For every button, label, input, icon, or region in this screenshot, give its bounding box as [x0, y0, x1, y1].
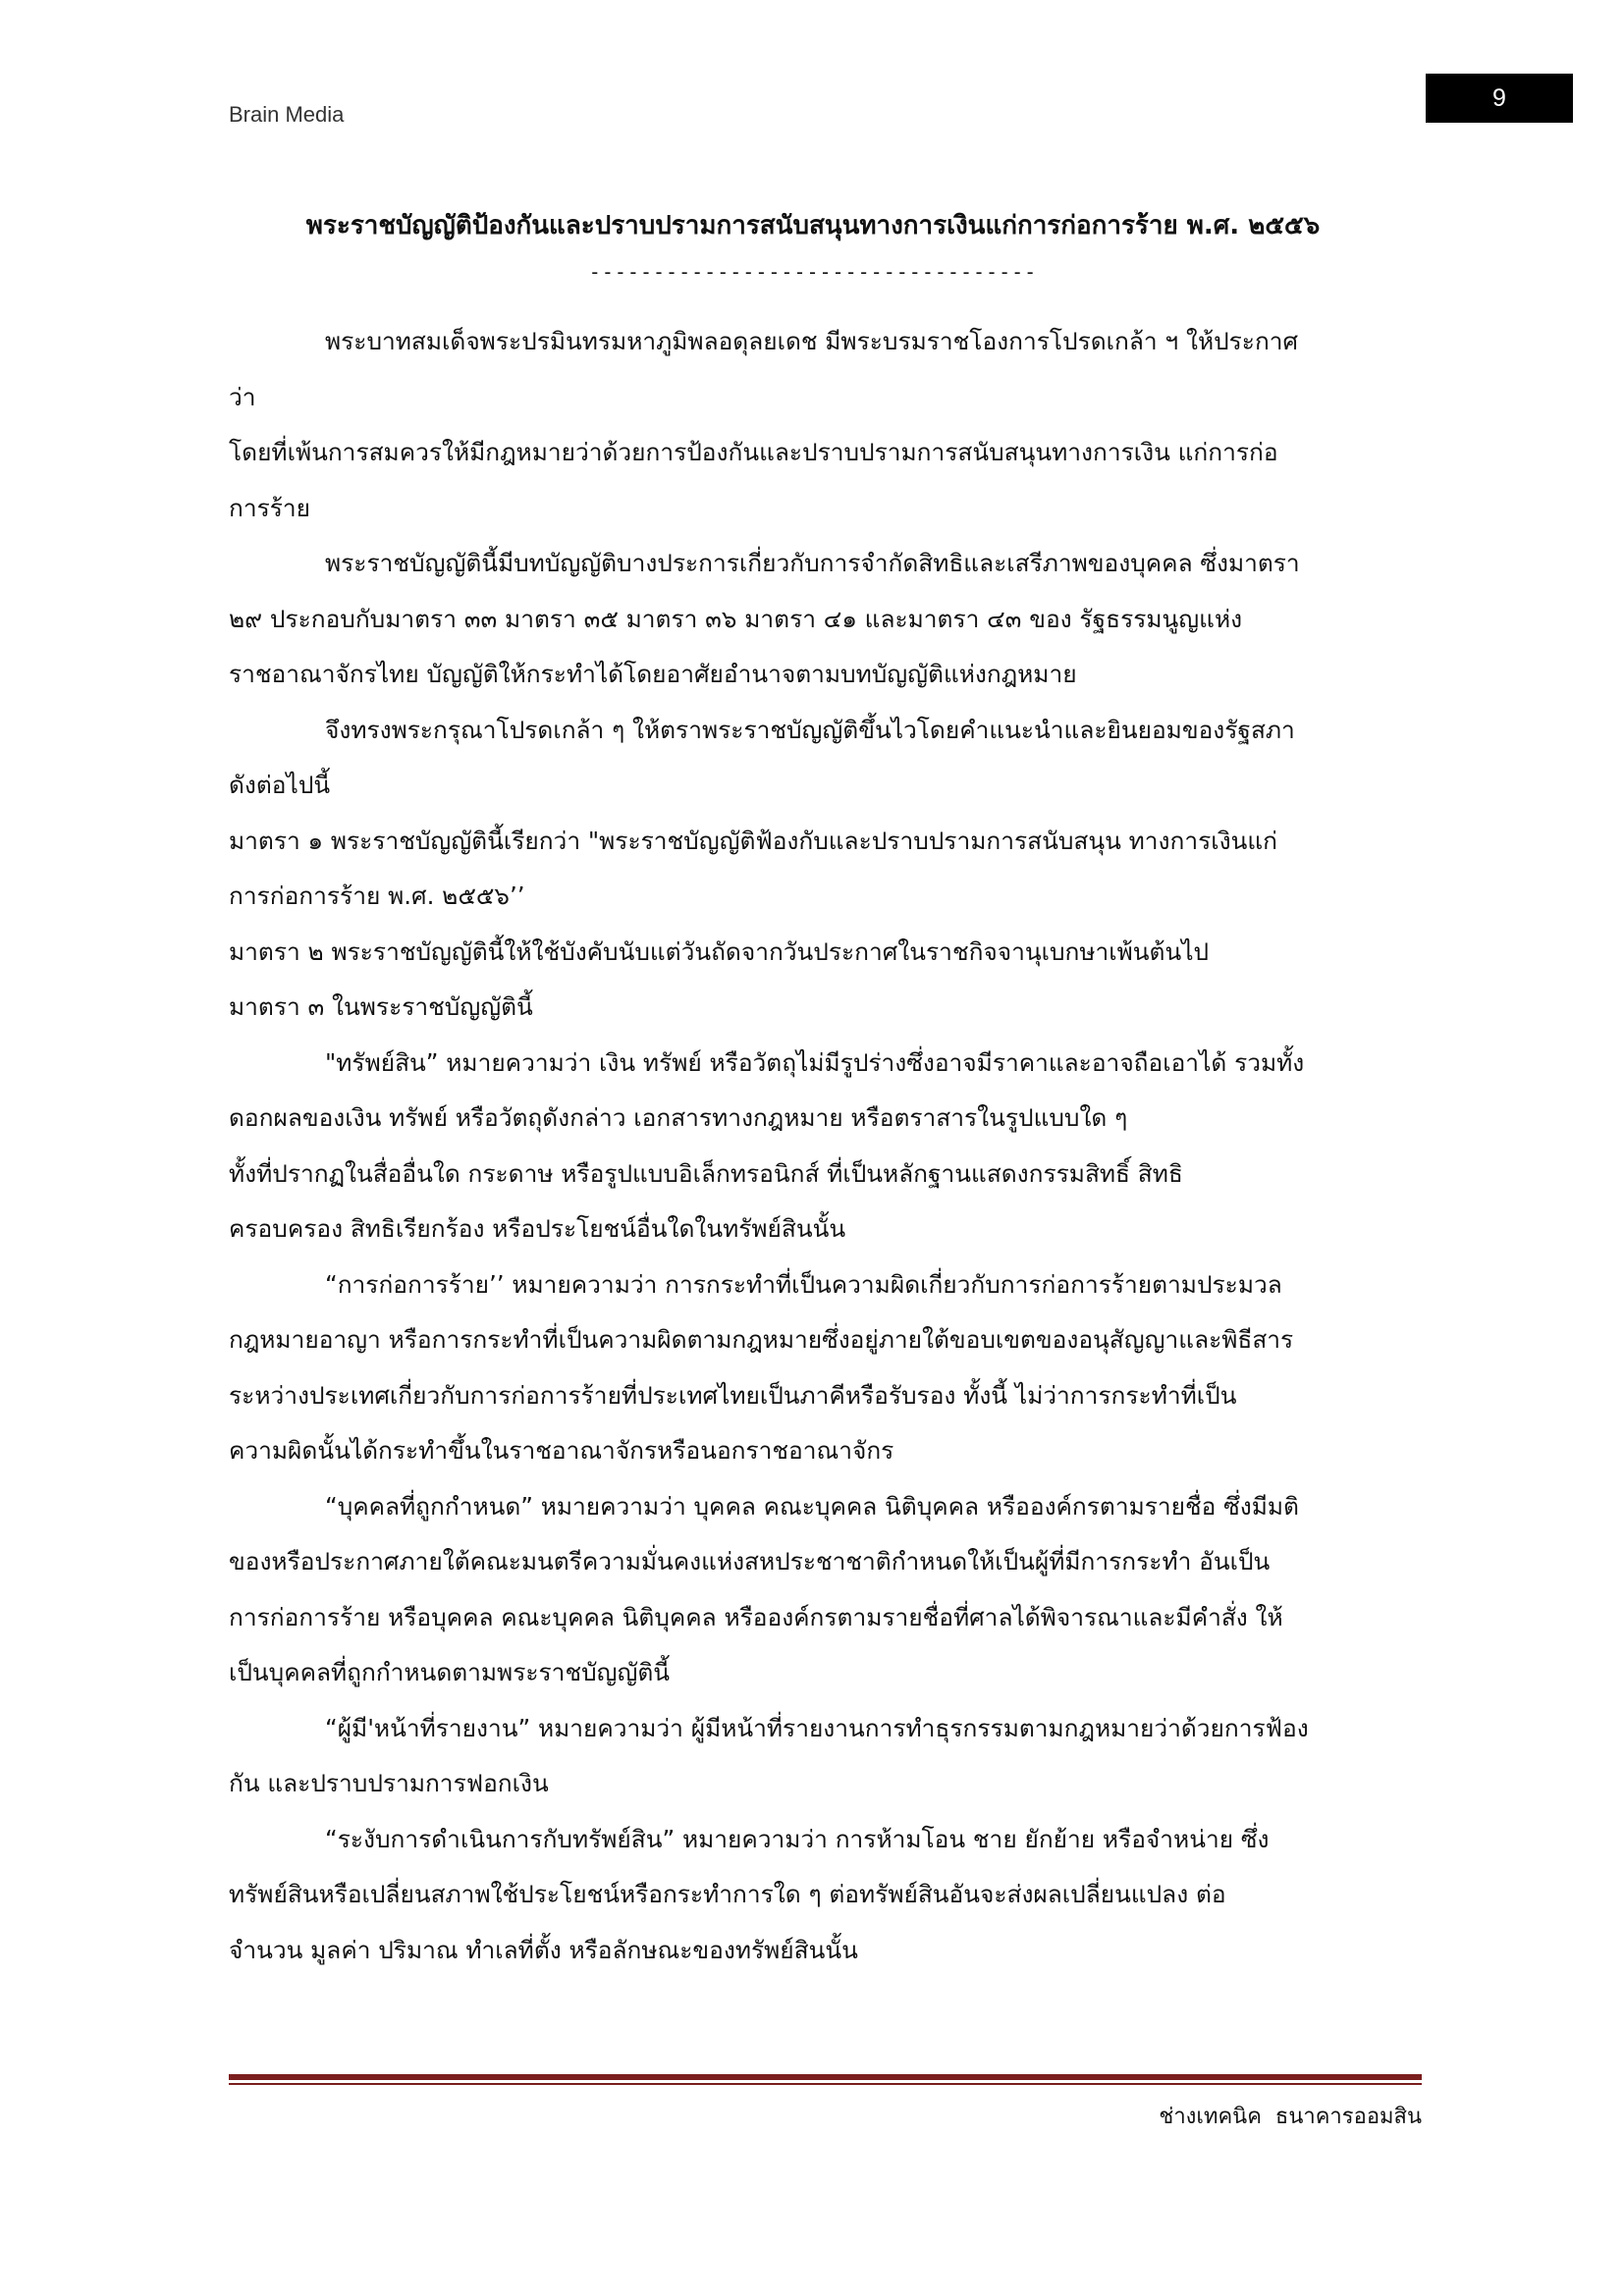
body-line: การก่อการร้าย หรือบุคคล คณะบุคคล นิติบุคคล หรือองค์กรตามรายชื่อที่ศาลได้พิจารณาและมีคำสั่ง ให้ [229, 1602, 1283, 1631]
body-line: "ทรัพย์สิน” หมายความว่า เงิน ทรัพย์ หรือวัตถุไม่มีรูปร่างซึ่งอาจมีราคาและอาจถือเอาได้ รวมทั้ง [325, 1047, 1305, 1077]
footer-text: ช่างเทคนิค ธนาคารออมสิน [1159, 2105, 1422, 2129]
body-line: มาตรา ๒ พระราชบัญญัตินี้ให้ใช้บังคับนับแต่วันถัดจากวันประกาศในราชกิจจานุเบกษาเพ้นต้นไป [229, 936, 1210, 966]
body-line: พระบาทสมเด็จพระปรมินทรมหาภูมิพลอดุลยเดช มีพระบรมราชโองการโปรดเกล้า ฯ ให้ประกาศ [325, 327, 1299, 355]
body-line: ของหรือประกาศภายใต้คณะมนตรีความมั่นคงแห่งสหประชาชาติกำหนดให้เป็นผู้ที่มีการกระทำ อันเป็น [229, 1547, 1271, 1575]
document-title: พระราชบัญญัติป้องกันและปราบปรามการสนับสนุนทางการเงินแก่การก่อการร้าย พ.ศ. ๒๕๕๖ [305, 211, 1321, 240]
body-line: ความผิดนั้นได้กระทำขึ้นในราชอาณาจักรหรือนอกราชอาณาจักร [229, 1436, 894, 1465]
body-line: มาตรา ๑ พระราชบัญญัตินี้เรียกว่า "พระราชบัญญัติฟ้องกับและปราบปรามการสนับสนุน ทางการเงินแก่ [229, 826, 1277, 855]
body-line: ระหว่างประเทศเกี่ยวกับการก่อการร้ายที่ประเทศไทยเป็นภาคีหรือรับรอง ทั้งนี้ ไม่ว่าการกระทำที่เป็น [229, 1380, 1237, 1410]
body-line: ทั้งที่ปรากฏในสื่ออื่นใด กระดาษ หรือรูปแบบอิเล็กทรอนิกส์ ที่เป็นหลักฐานแสดงกรรมสิทธิ์ สิทธิ [229, 1158, 1183, 1188]
body-line: ว่า [229, 382, 256, 411]
body-line: การก่อการร้าย พ.ศ. ๒๕๕๖’’ [229, 881, 525, 910]
body-line: “ระงับการดำเนินการกับทรัพย์สิน” หมายความว่า การห้ามโอน ชาย ยักย้าย หรือจำหน่าย ซึ่ง [325, 1824, 1270, 1853]
body-line: ทรัพย์สินหรือเปลี่ยนสภาพใช้ประโยชน์หรือกระทำการใด ๆ ต่อทรัพย์สินอันจะส่งผลเปลี่ยนแปลง ต่อ [229, 1880, 1226, 1908]
document-body [229, 314, 1417, 1978]
body-line: การร้าย [229, 493, 311, 522]
body-line: โดยที่เพ้นการสมควรให้มีกฎหมายว่าด้วยการป้องกันและปราบปรามการสนับสนุนทางการเงิน แก่การก่อ [229, 438, 1278, 466]
body-line: “การก่อการร้าย’’ หมายความว่า การกระทำที่เป็นความผิดเกี่ยวกับการก่อการร้ายตามประมวล [325, 1269, 1282, 1299]
brand-name: Brain Media [229, 102, 345, 127]
page-number: 9 [1426, 74, 1573, 123]
body-line: จำนวน มูลค่า ปริมาณ ทำเลที่ตั้ง หรือลักษณะของทรัพย์สินนั้น [229, 1935, 858, 1964]
body-line: มาตรา ๓ ในพระราชบัญญัตินี้ [229, 992, 533, 1021]
body-line: ดอกผลของเงิน ทรัพย์ หรือวัตถุดังกล่าว เอกสารทางกฎหมาย หรือตราสารในรูปแบบใด ๆ [229, 1103, 1128, 1132]
body-line: เป็นบุคคลที่ถูกกำหนดตามพระราชบัญญัตินี้ [229, 1658, 671, 1686]
body-line: ๒๙ ประกอบกับมาตรา ๓๓ มาตรา ๓๕ มาตรา ๓๖ มาตรา ๔๑ และมาตรา ๔๓ ของ รัฐธรรมนูญแห่ง [229, 604, 1243, 633]
body-line: “บุคคลที่ถูกกำหนด” หมายความว่า บุคคล คณะบุคคล นิติบุคคล หรือองค์กรตามรายชื่อ ซึ่งมีมติ [325, 1491, 1299, 1521]
body-line: พระราชบัญญัตินี้มีบทบัญญัติบางประการเกี่ยวกับการจำกัดสิทธิและเสรีภาพของบุคคล ซึ่งมาตรา [325, 549, 1300, 577]
body-line: กัน และปราบปรามการฟอกเงิน [229, 1769, 549, 1797]
body-line: จึงทรงพระกรุณาโปรดเกล้า ๆ ให้ตราพระราชบัญญัติขึ้นไวโดยคำแนะนำและยินยอมของรัฐสภา [325, 715, 1295, 744]
body-line: กฎหมายอาญา หรือการกระทำที่เป็นความผิดตามกฎหมายซึ่งอยู่ภายใต้ขอบเขตของอนุสัญญาและพิธีสาร [229, 1325, 1294, 1354]
body-line: ดังต่อไปนี้ [229, 771, 331, 799]
body-line: “ผู้มี'หน้าที่รายงาน” หมายความว่า ผู้มีหน้าที่รายงานการทำธุรกรรมตามกฎหมายว่าด้วยการฟ้อง [325, 1713, 1309, 1742]
body-line: ครอบครอง สิทธิเรียกร้อง หรือประโยชน์อื่นใดในทรัพย์สินนั้น [229, 1214, 846, 1243]
body-line: ราชอาณาจักรไทย บัญญัติให้กระทำได้โดยอาศัยอำนาจตามบทบัญญัติแห่งกฎหมาย [229, 660, 1077, 688]
footer-divider-thick [229, 2074, 1422, 2080]
title-divider: ----------------------------------- [588, 260, 1038, 284]
footer-divider-thin [229, 2083, 1422, 2085]
